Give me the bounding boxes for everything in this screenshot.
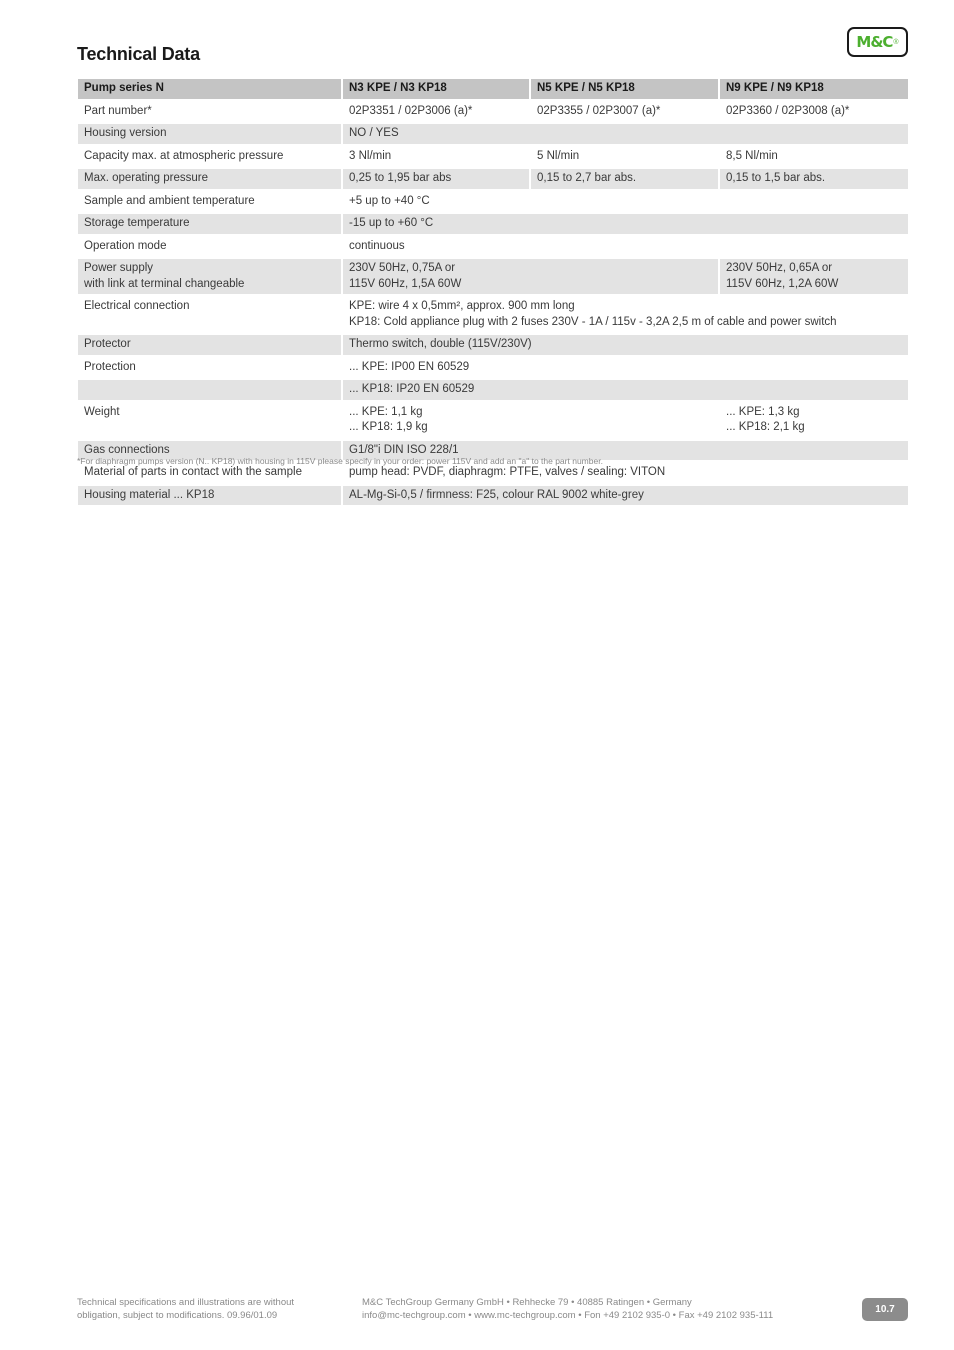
row-value: 02P3355 / 02P3007 (a)* [531, 102, 720, 125]
footer-disclaimer-line: Technical specifications and illustrations are without [77, 1297, 295, 1308]
logo-text: M&C [856, 33, 893, 51]
row-value: 3 Nl/min [343, 147, 531, 170]
footer-contact-info: info@mc-techgroup.com • www.mc-techgroup.com • Fon +49 2102 935-0 • Fax +49 2102 935-111 [362, 1309, 774, 1321]
row-value: G1/8"i DIN ISO 228/1 [343, 441, 908, 464]
logo-registered-mark: ® [893, 38, 899, 46]
table-row [78, 124, 908, 147]
technical-data-table [78, 79, 908, 508]
table-row [78, 297, 908, 335]
row-value: 0,25 to 1,95 bar abs [343, 169, 531, 192]
table-row [78, 147, 908, 170]
header-cell: N5 KPE / N5 KP18 [531, 79, 720, 102]
row-value: ... KPE: 1,1 kg ... KP18: 1,9 kg [343, 403, 720, 441]
table-row [78, 192, 908, 215]
table-row [78, 237, 908, 260]
table-row [78, 169, 908, 192]
table-row [78, 486, 908, 509]
row-label: Weight [78, 403, 343, 441]
row-value: +5 up to +40 °C [343, 192, 908, 215]
row-value: NO / YES [343, 124, 908, 147]
row-value: KPE: wire 4 x 0,5mm², approx. 900 mm long KP18: Cold appliance plug with 2 fuses 230V - 1A / 115v - 3,2A 2,5 m of cable and power switch [343, 297, 908, 335]
row-label: Protection [78, 358, 343, 381]
table-row [78, 102, 908, 125]
table-row [78, 335, 908, 358]
row-value: 8,5 Nl/min [720, 147, 908, 170]
row-value: 230V 50Hz, 0,65A or 115V 60Hz, 1,2A 60W [720, 259, 908, 297]
table-row [78, 214, 908, 237]
row-label [78, 380, 343, 403]
table-header-row [78, 79, 908, 102]
row-value: 0,15 to 1,5 bar abs. [720, 169, 908, 192]
row-label: Power supply with link at terminal changeable [78, 259, 343, 297]
table-row [78, 358, 908, 381]
row-label: Sample and ambient temperature [78, 192, 343, 215]
row-value: pump head: PVDF, diaphragm: PTFE, valves / sealing: VITON [343, 463, 908, 486]
footer-disclaimer-line: obligation, subject to modifications. 09.96/01.09 [77, 1309, 278, 1321]
row-value: continuous [343, 237, 908, 260]
row-value: AL-Mg-Si-0,5 / firmness: F25, colour RAL 9002 white-grey [343, 486, 908, 509]
row-label: Housing version [78, 124, 343, 147]
row-value: -15 up to +60 °C [343, 214, 908, 237]
table-row [78, 259, 908, 297]
row-value: ... KPE: 1,3 kg ... KP18: 2,1 kg [720, 403, 908, 441]
row-label: Max. operating pressure [78, 169, 343, 192]
header-cell: N3 KPE / N3 KP18 [343, 79, 531, 102]
header-cell: N9 KPE / N9 KP18 [720, 79, 908, 102]
row-value: 0,15 to 2,7 bar abs. [531, 169, 720, 192]
header-cell: Pump series N [78, 79, 343, 102]
mc-logo [847, 27, 908, 57]
footer-address: M&C TechGroup Germany GmbH • Rehhecke 79 • 40885 Ratingen • Germany [362, 1297, 692, 1308]
table-row [78, 380, 908, 403]
row-value: 02P3360 / 02P3008 (a)* [720, 102, 908, 125]
row-label: Storage temperature [78, 214, 343, 237]
row-label: Operation mode [78, 237, 343, 260]
footer-contact [362, 1297, 773, 1322]
row-label: Protector [78, 335, 343, 358]
footnote: *For diaphragm pumps version (N.. KP18) with housing in 115V please specify in your order: power 115V and add an "a" to the part number. [77, 456, 603, 466]
page-number-badge: 10.7 [862, 1298, 908, 1321]
row-label: Material of parts in contact with the sample [78, 463, 343, 486]
row-label: Gas connections [78, 441, 343, 464]
row-value: Thermo switch, double (115V/230V) [343, 335, 908, 358]
page-title: Technical Data [77, 44, 200, 64]
table-row [78, 403, 908, 441]
footer-disclaimer [77, 1297, 294, 1322]
row-value: 02P3351 / 02P3006 (a)* [343, 102, 531, 125]
row-label: Capacity max. at atmospheric pressure [78, 147, 343, 170]
row-value: ... KPE: IP00 EN 60529 [343, 358, 908, 381]
row-label: Electrical connection [78, 297, 343, 335]
table-row [78, 463, 908, 486]
row-value: 230V 50Hz, 0,75A or 115V 60Hz, 1,5A 60W [343, 259, 720, 297]
row-value: 5 Nl/min [531, 147, 720, 170]
row-label: Housing material ... KP18 [78, 486, 343, 509]
row-label: Part number* [78, 102, 343, 125]
row-value: ... KP18: IP20 EN 60529 [343, 380, 908, 403]
